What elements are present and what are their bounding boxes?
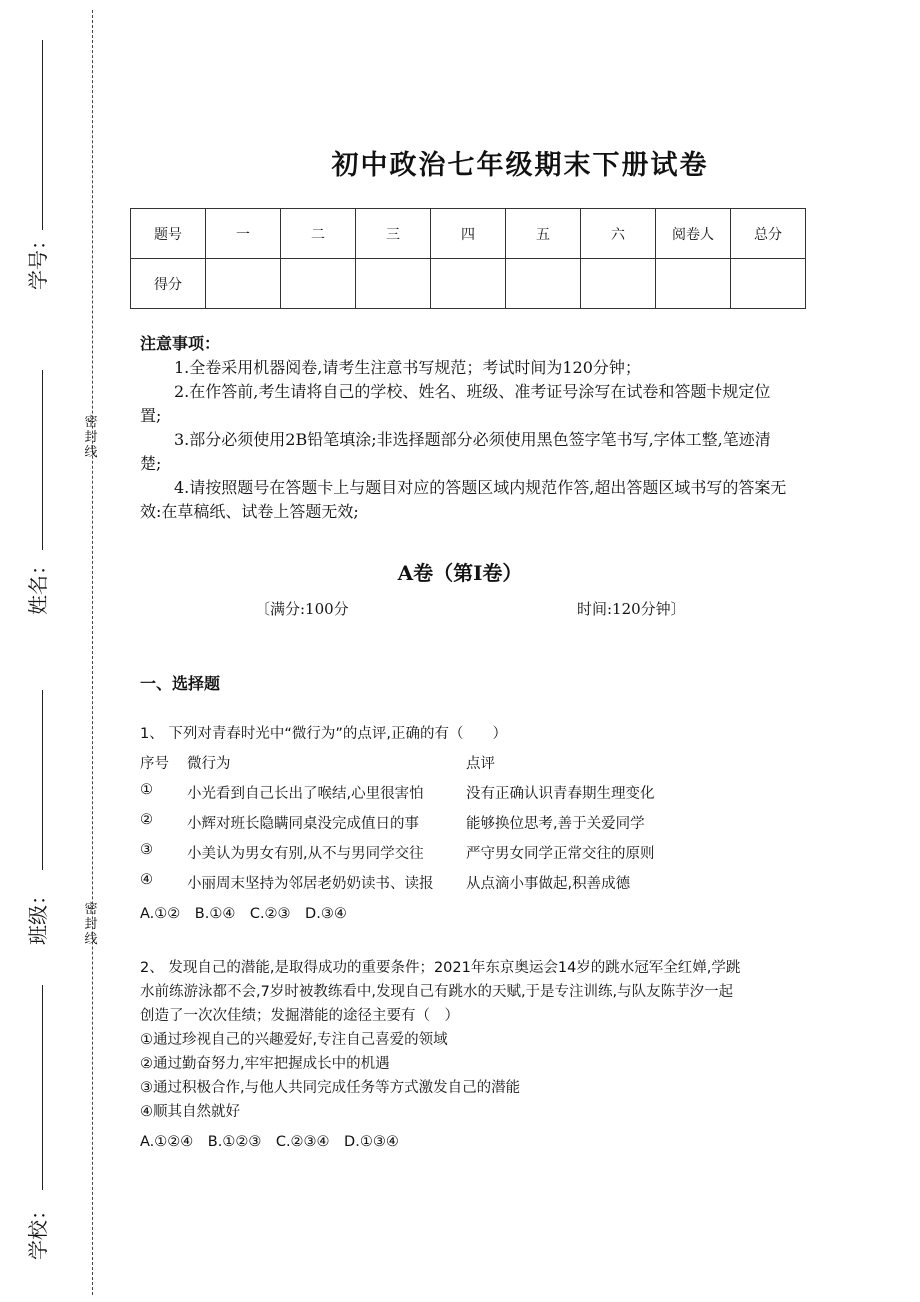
score-input-cell[interactable]: [656, 259, 731, 309]
q1-row-behavior: 小美认为男女有别,从不与男同学交往: [187, 846, 424, 862]
q1-header-index: 序号: [140, 756, 169, 772]
class-label: 班级：: [26, 885, 50, 945]
class-line: [42, 690, 43, 870]
score-input-cell[interactable]: [581, 259, 656, 309]
name-label: 姓名：: [26, 555, 50, 615]
q2-stem-line: 创造了一次次佳绩；发掘潜能的途径主要有（ ）: [140, 1008, 459, 1024]
table-cell: 得分: [131, 259, 206, 309]
seal-text-bottom: 密 封 线: [84, 902, 98, 947]
score-input-cell[interactable]: [356, 259, 431, 309]
q1-stem: 1、 下列对青春时光中“微行为”的点评,正确的有（ ）: [140, 726, 507, 742]
q1-row-index: ③: [140, 842, 153, 858]
table-cell: 六: [581, 209, 656, 259]
question-type-heading: 一、选择题: [140, 674, 221, 693]
score-table-header-row: [131, 209, 806, 259]
q1-row-behavior: 小丽周末坚持为邻居老奶奶读书、读报: [187, 876, 434, 892]
q2-item: ④顺其自然就好: [140, 1104, 240, 1120]
q1-row-behavior: 小辉对班长隐瞒同桌没完成值日的事: [187, 816, 419, 832]
page-title: 初中政治七年级期末下册试卷: [331, 150, 709, 181]
school-line: [42, 985, 43, 1190]
q2-item: ①通过珍视自己的兴趣爱好,专注自己喜爱的领域: [140, 1032, 448, 1048]
q1-options: A.①② B.①④ C.②③ D.③④: [140, 906, 347, 922]
section-title: A卷（第Ⅰ卷）: [397, 561, 523, 585]
score-table: [130, 208, 806, 309]
student-id-line: [42, 40, 43, 230]
table-cell: 阅卷人: [656, 209, 731, 259]
school-label: 学校：: [26, 1200, 50, 1260]
q1-row-comment: 从点滴小事做起,积善成德: [466, 876, 631, 892]
table-cell: 二: [281, 209, 356, 259]
q2-item: ③通过积极合作,与他人共同完成任务等方式激发自己的潜能: [140, 1080, 521, 1096]
name-line: [42, 370, 43, 550]
notice-item: 3.部分必须使用2B铅笔填涂;非选择题部分必须使用黑色签字笔书写,字体工整,笔迹清楚;: [140, 430, 771, 473]
notice-item: 1.全卷采用机器阅卷,请考生注意书写规范；考试时间为120分钟；: [174, 358, 641, 377]
q1-row-index: ④: [140, 872, 153, 888]
score-input-cell[interactable]: [206, 259, 281, 309]
q1-header-comment: 点评: [466, 756, 495, 772]
score-table-score-row: [131, 259, 806, 309]
exam-time: 时间:120分钟〕: [577, 600, 686, 618]
q1-row-behavior: 小光看到自己长出了喉结,心里很害怕: [187, 786, 424, 802]
binding-dashed-line: [92, 10, 93, 1295]
q1-row-comment: 能够换位思考,善于关爱同学: [466, 816, 645, 832]
notice-block: [140, 332, 790, 524]
student-id-label: 学号：: [26, 230, 50, 290]
table-cell: 一: [206, 209, 281, 259]
table-cell: 题号: [131, 209, 206, 259]
table-cell: 四: [431, 209, 506, 259]
seal-text-top: 密 封 线: [84, 415, 98, 460]
q2-item: ②通过勤奋努力,牢牢把握成长中的机遇: [140, 1056, 390, 1072]
q1-row-comment: 没有正确认识青春期生理变化: [466, 786, 655, 802]
q1-header-behavior: 微行为: [187, 756, 231, 772]
q2-options: A.①②④ B.①②③ C.②③④ D.①③④: [140, 1134, 399, 1150]
notice-item: 2.在作答前,考生请将自己的学校、姓名、班级、准考证号涂写在试卷和答题卡规定位置;: [140, 382, 771, 425]
notice-heading: 注意事项：: [140, 334, 221, 353]
score-input-cell[interactable]: [506, 259, 581, 309]
q1-row-comment: 严守男女同学正常交往的原则: [466, 846, 655, 862]
q1-row-index: ②: [140, 812, 153, 828]
q2-stem-line: 2、 发现自己的潜能,是取得成功的重要条件；2021年东京奥运会14岁的跳水冠军全红婵,学跳: [140, 960, 741, 976]
table-cell: 五: [506, 209, 581, 259]
score-input-cell[interactable]: [431, 259, 506, 309]
table-cell: 三: [356, 209, 431, 259]
q1-row-index: ①: [140, 782, 153, 798]
notice-item: 4.请按照题号在答题卡上与题目对应的答题区域内规范作答,超出答题区域书写的答案无效:在草稿纸、试卷上答题无效;: [140, 478, 787, 521]
q2-stem-line: 水前练游泳都不会,7岁时被教练看中,发现自己有跳水的天赋,于是专注训练,与队友陈芋汐一起: [140, 984, 734, 1000]
score-input-cell[interactable]: [731, 259, 806, 309]
full-score: 〔满分:100分: [255, 600, 349, 618]
score-input-cell[interactable]: [281, 259, 356, 309]
table-cell: 总分: [731, 209, 806, 259]
